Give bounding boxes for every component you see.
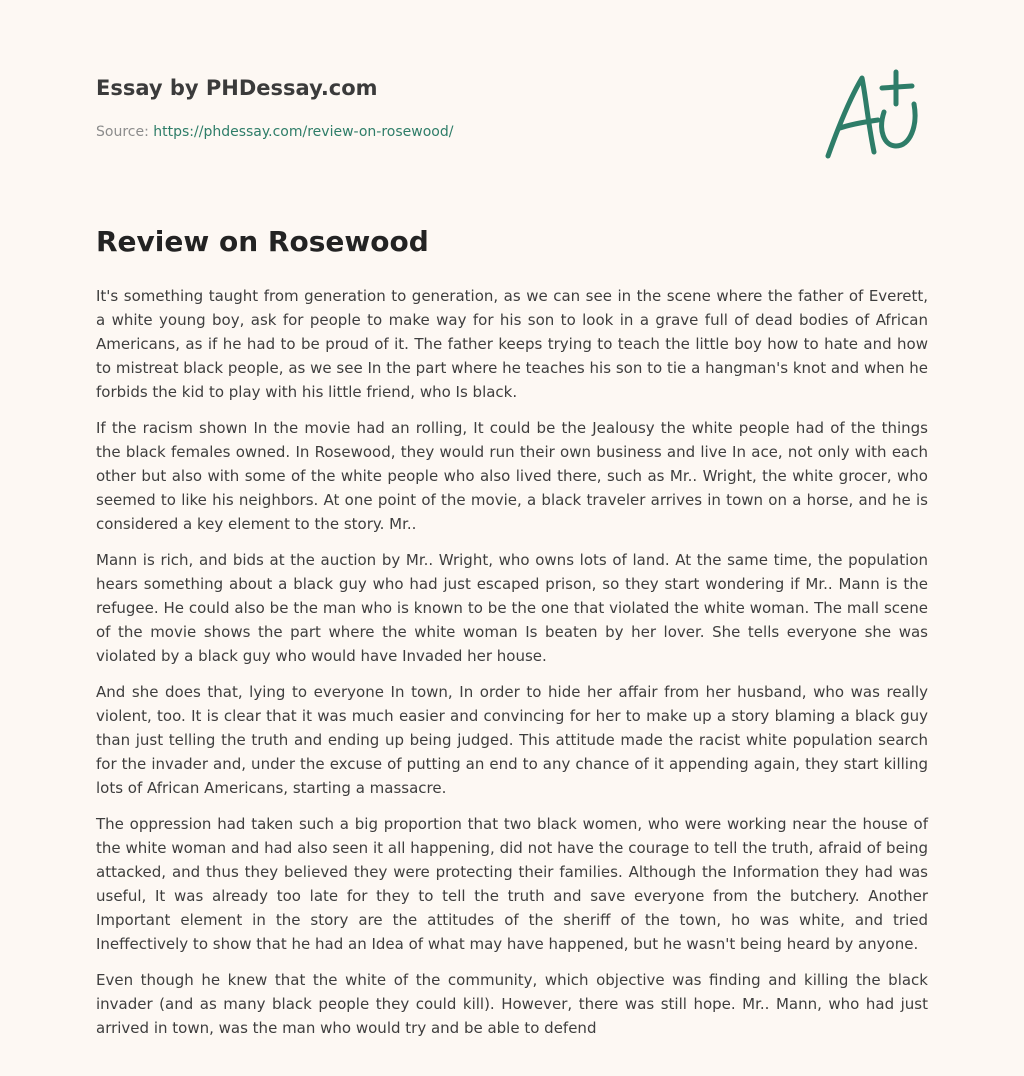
essay-body [96, 284, 928, 1052]
a-plus-logo-icon [822, 68, 926, 164]
essay-title: Review on Rosewood [96, 225, 429, 258]
brand-title: Essay by PHDessay.com [96, 76, 378, 100]
source-label: Source: [96, 124, 149, 140]
essay-paragraph: Even though he knew that the white of the community, which objective was finding and killing the black invader (and as many black people they could kill). However, there was still hope. Mr.. Mann, who had just arrived in town, was the man who would try and be able to defend [96, 971, 928, 1037]
essay-paragraph: And she does that, lying to everyone In town, In order to hide her affair from her husband, who was really violent, too. It is clear that it was much easier and convincing for her to make up a story blaming a black guy than just telling the truth and ending up being judged. This attitude made the racist white population search for the invader and, under the excuse of putting an end to any chance of it appending again, they start killing lots of African Americans, starting a massacre. [96, 683, 928, 797]
essay-paragraph: If the racism shown In the movie had an rolling, It could be the Jealousy the white people had of the things the black females owned. In Rosewood, they would run their own business and live In ace, not only with each other but also with some of the white people who also lived there, such as Mr.. Wright, the white grocer, who seemed to like his neighbors. At one point of the movie, a black traveler arrives in town on a horse, and he is considered a key element to the story. Mr.. [96, 419, 928, 533]
essay-paragraph: It's something taught from generation to generation, as we can see in the scene where the father of Everett, a white young boy, ask for people to make way for his son to look in a grave full of dead bodies of African Americans, as if he had to be proud of it. The father keeps trying to teach the little boy how to hate and how to mistreat black people, as we see In the part where he teaches his son to tie a hangman's knot and when he forbids the kid to play with his little friend, who Is black. [96, 287, 928, 401]
essay-paragraph: The oppression had taken such a big proportion that two black women, who were working near the house of the white woman and had also seen it all happening, did not have the courage to tell the truth, afraid of being attacked, and thus they believed they were protecting their families. Although the Information they had was useful, It was already too late for they to tell the truth and save everyone from the butchery. Another Important element in the story are the attitudes of the sheriff of the town, ho was white, and tried Ineffectively to show that he had an Idea of what may have happened, but he wasn't being heard by anyone. [96, 815, 928, 953]
page-header [96, 76, 928, 176]
essay-paragraph: Mann is rich, and bids at the auction by Mr.. Wright, who owns lots of land. At the same time, the population hears something about a black guy who had just escaped prison, so they start wondering if Mr.. Mann is the refugee. He could also be the man who is known to be the one that violated the white woman. The mall scene of the movie shows the part where the white woman Is beaten by her lover. She tells everyone she was violated by a black guy who would have Invaded her house. [96, 551, 928, 665]
source-line [96, 124, 453, 140]
source-link[interactable]: https://phdessay.com/review-on-rosewood/ [153, 124, 454, 140]
